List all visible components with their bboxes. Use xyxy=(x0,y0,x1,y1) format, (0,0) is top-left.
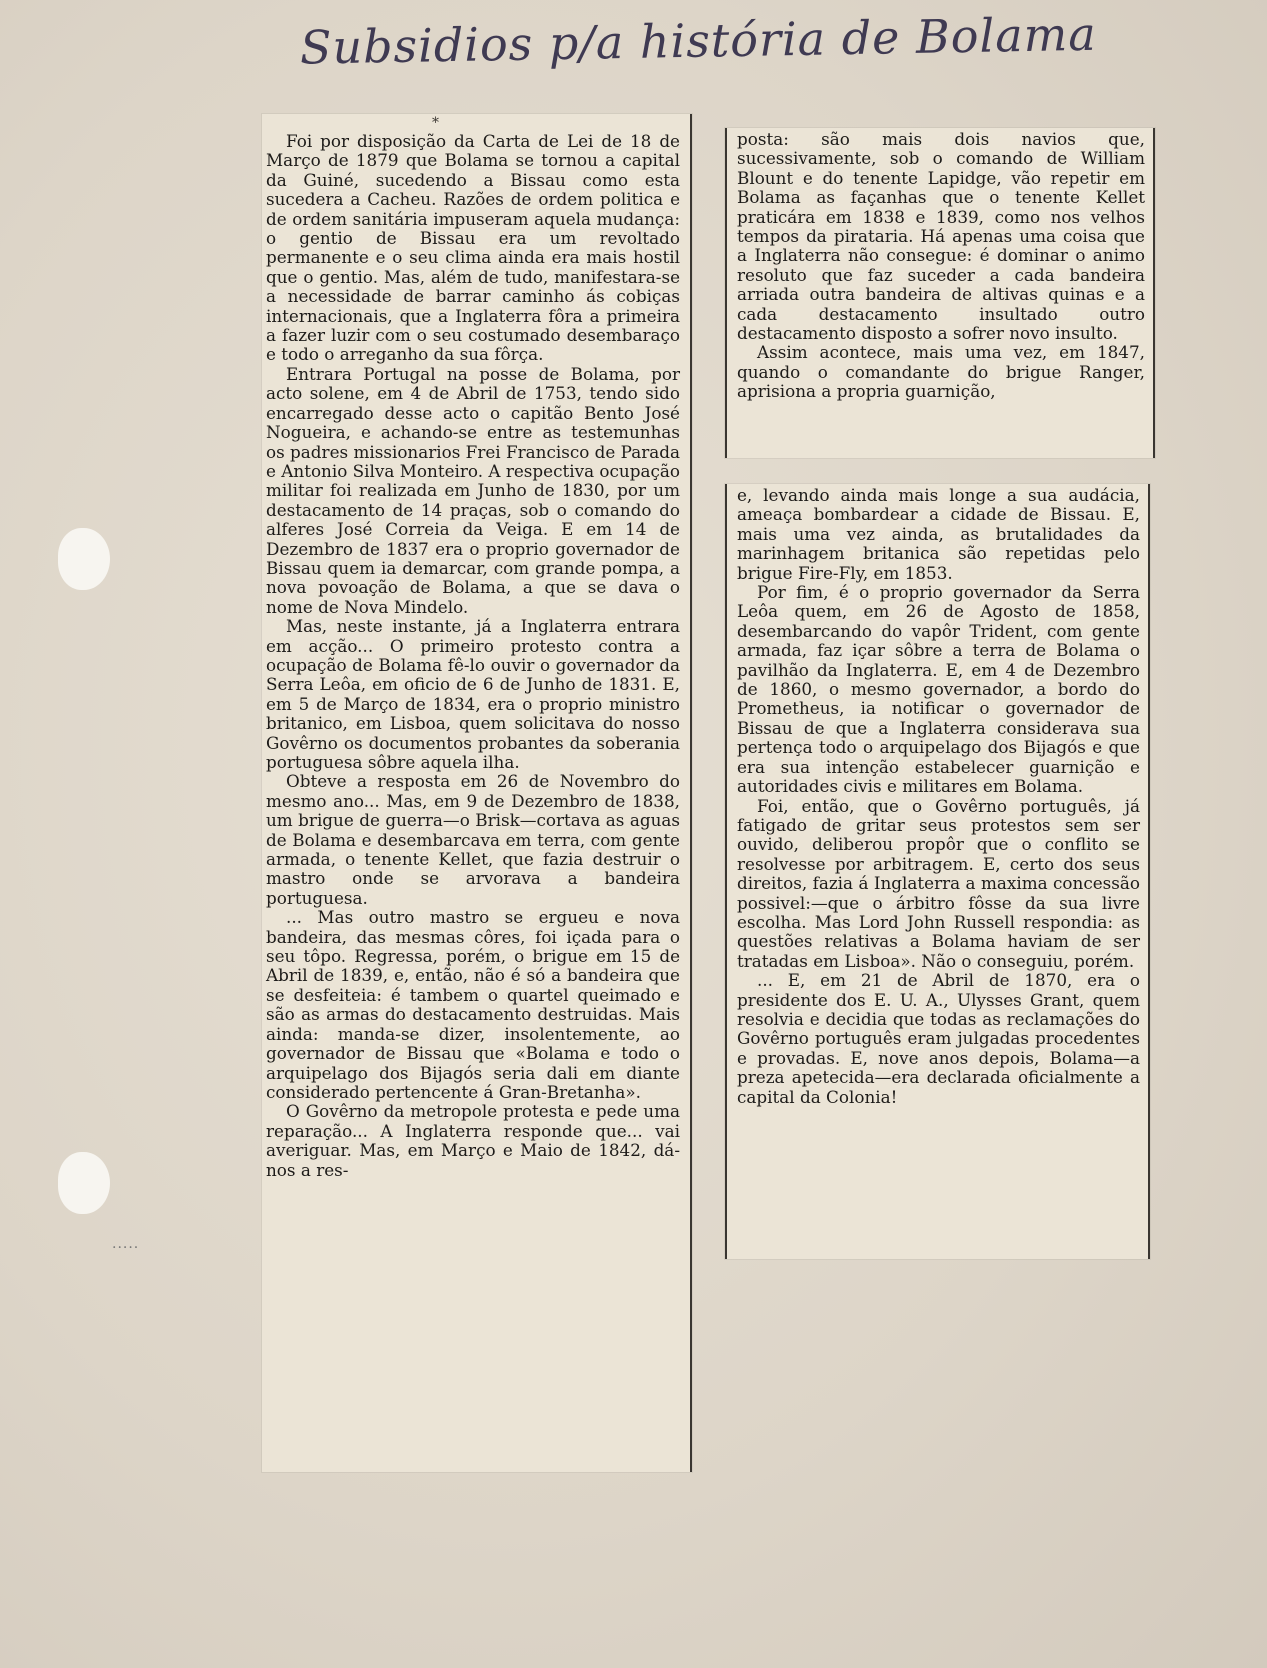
pencil-dots: ..... xyxy=(112,1236,140,1252)
newspaper-clipping-right-top xyxy=(725,128,1155,458)
newspaper-clipping-right-bottom xyxy=(725,484,1150,1259)
paragraph: Por fim, é o proprio governador da Serra Leôa quem, em 26 de Agosto de 1858, desembarcando do vapôr Trident, com gente armada, faz içar sôbre a terra de Bolama o pavilhão da Inglaterra. E, em 4 de Dezembro de 1860, o mesmo governador, a bordo do Prometheus, ia notificar o governador de Bissau de que a Inglaterra considerava sua pertença todo o arquipelago dos Bijagós e que era sua intenção estabelecer guarnição e autoridades civis e militares em Bolama. xyxy=(737,582,1140,797)
paragraph: O Govêrno da metropole protesta e pede uma reparação... A Inglaterra responde que... vai averiguar. Mas, em Março e Maio de 1842, dá-nos a res- xyxy=(266,1101,680,1180)
paragraph: Mas, neste instante, já a Inglaterra entrara em acção... O primeiro protesto contra a ocupação de Bolama fê-lo ouvir o governador da Serra Leôa, em oficio de 6 de Junho de 1831. E, em 5 de Março de 1834, era o proprio ministro britanico, em Lisboa, quem solicitava do nosso Govêrno os documentos probantes da soberania portuguesa sôbre aquela ilha. xyxy=(266,616,680,772)
punch-hole-top xyxy=(58,528,110,590)
paragraph: e, levando ainda mais longe a sua audácia, ameaça bombardear a cidade de Bissau. E, mais uma vez ainda, as brutalidades da marinhagem britanica são repetidas pelo brigue Fire-Fly, em 1853. xyxy=(737,485,1140,583)
newspaper-clipping-left xyxy=(262,114,692,1472)
paragraph: Foi, então, que o Govêrno português, já fatigado de gritar seus protestos sem ser ouvido, deliberou propôr que o conflito se resolvesse por arbitragem. E, certo dos seus direitos, fazia á Inglaterra a maxima concessão possivel:—que o árbitro fôsse da sua livre escolha. Mas Lord John Russell respondia: as questões relativas a Bolama haviam de ser tratadas em Lisboa». Não o conseguiu, porém. xyxy=(737,795,1140,971)
handwritten-heading: Subsidios p/a história de Bolama xyxy=(299,6,1098,75)
separator-asterisk: * xyxy=(432,115,439,131)
paragraph: Entrara Portugal na posse de Bolama, por acto solene, em 4 de Abril de 1753, tendo sido encarregado desse acto o capitão Bento José Nogueira, e achando-se entre as testemunhas os padres missionarios Frei Francisco de Parada e Antonio Silva Monteiro. A respectiva ocupação militar foi realizada em Junho de 1830, por um destacamento de 14 praças, sob o comando do alferes José Correia da Veiga. E em 14 de Dezembro de 1837 era o proprio governador de Bissau quem ia demarcar, com grande pompa, a nova povoação de Bolama, a que se dava o nome de Nova Mindelo. xyxy=(266,363,680,617)
paragraph: Foi por disposição da Carta de Lei de 18 de Março de 1879 que Bolama se tornou a capital da Guiné, sucedendo a Bissau como esta sucedera a Cacheu. Razões de ordem politica e de ordem sanitária impuseram aquela mudança: o gentio de Bissau era um revoltado permanente e o seu clima ainda era mais hostil que o gentio. Mas, além de tudo, manifestara-se a necessidade de barrar caminho ás cobiças internacionais, que a Inglaterra fôra a primeira a fazer luzir com o seu costumado desembaraço e todo o arreganho da sua fôrça. xyxy=(266,131,680,365)
paragraph: Obteve a resposta em 26 de Novembro do mesmo ano... Mas, em 9 de Dezembro de 1838, um brigue de guerra—o Brisk—cortava as aguas de Bolama e desembarcava em terra, com gente armada, o tenente Kellet, que fazia destruir o mastro onde se arvorava a bandeira portuguesa. xyxy=(266,771,680,908)
paragraph: posta: são mais dois navios que, sucessivamente, sob o comando de William Blount e do tenente Lapidge, vão repetir em Bolama as façanhas que o tenente Kellet praticára em 1838 e 1839, como nos velhos tempos da pirataria. Há apenas uma coisa que a Inglaterra não consegue: é dominar o animo resoluto que faz suceder a cada bandeira arriada outra bandeira de altivas quinas e a cada destacamento insultado outro destacamento disposto a sofrer novo insulto. xyxy=(737,129,1145,344)
paragraph: ... Mas outro mastro se ergueu e nova bandeira, das mesmas côres, foi içada para o seu tôpo. Regressa, porém, o brigue em 15 de Abril de 1839, e, então, não é só a bandeira que se desfeiteia: é tambem o quartel queimado e são as armas do destacamento destruidas. Mais ainda: manda-se dizer, insolentemente, ao governador de Bissau que «Bolama e todo o arquipelago dos Bijagós seria dali em diante considerado pertencente á Gran-Bretanha». xyxy=(266,907,680,1102)
paragraph: ... E, em 21 de Abril de 1870, era o presidente dos E. U. A., Ulysses Grant, quem resolvia e decidia que todas as reclamações do Govêrno português eram julgadas procedentes e provadas. E, nove anos depois, Bolama—a preza apetecida—era declarada oficialmente a capital da Colonia! xyxy=(737,970,1140,1107)
paragraph: Assim acontece, mais uma vez, em 1847, quando o comandante do brigue Ranger, aprisiona a propria guarnição, xyxy=(737,342,1145,402)
punch-hole-bottom xyxy=(58,1152,110,1214)
